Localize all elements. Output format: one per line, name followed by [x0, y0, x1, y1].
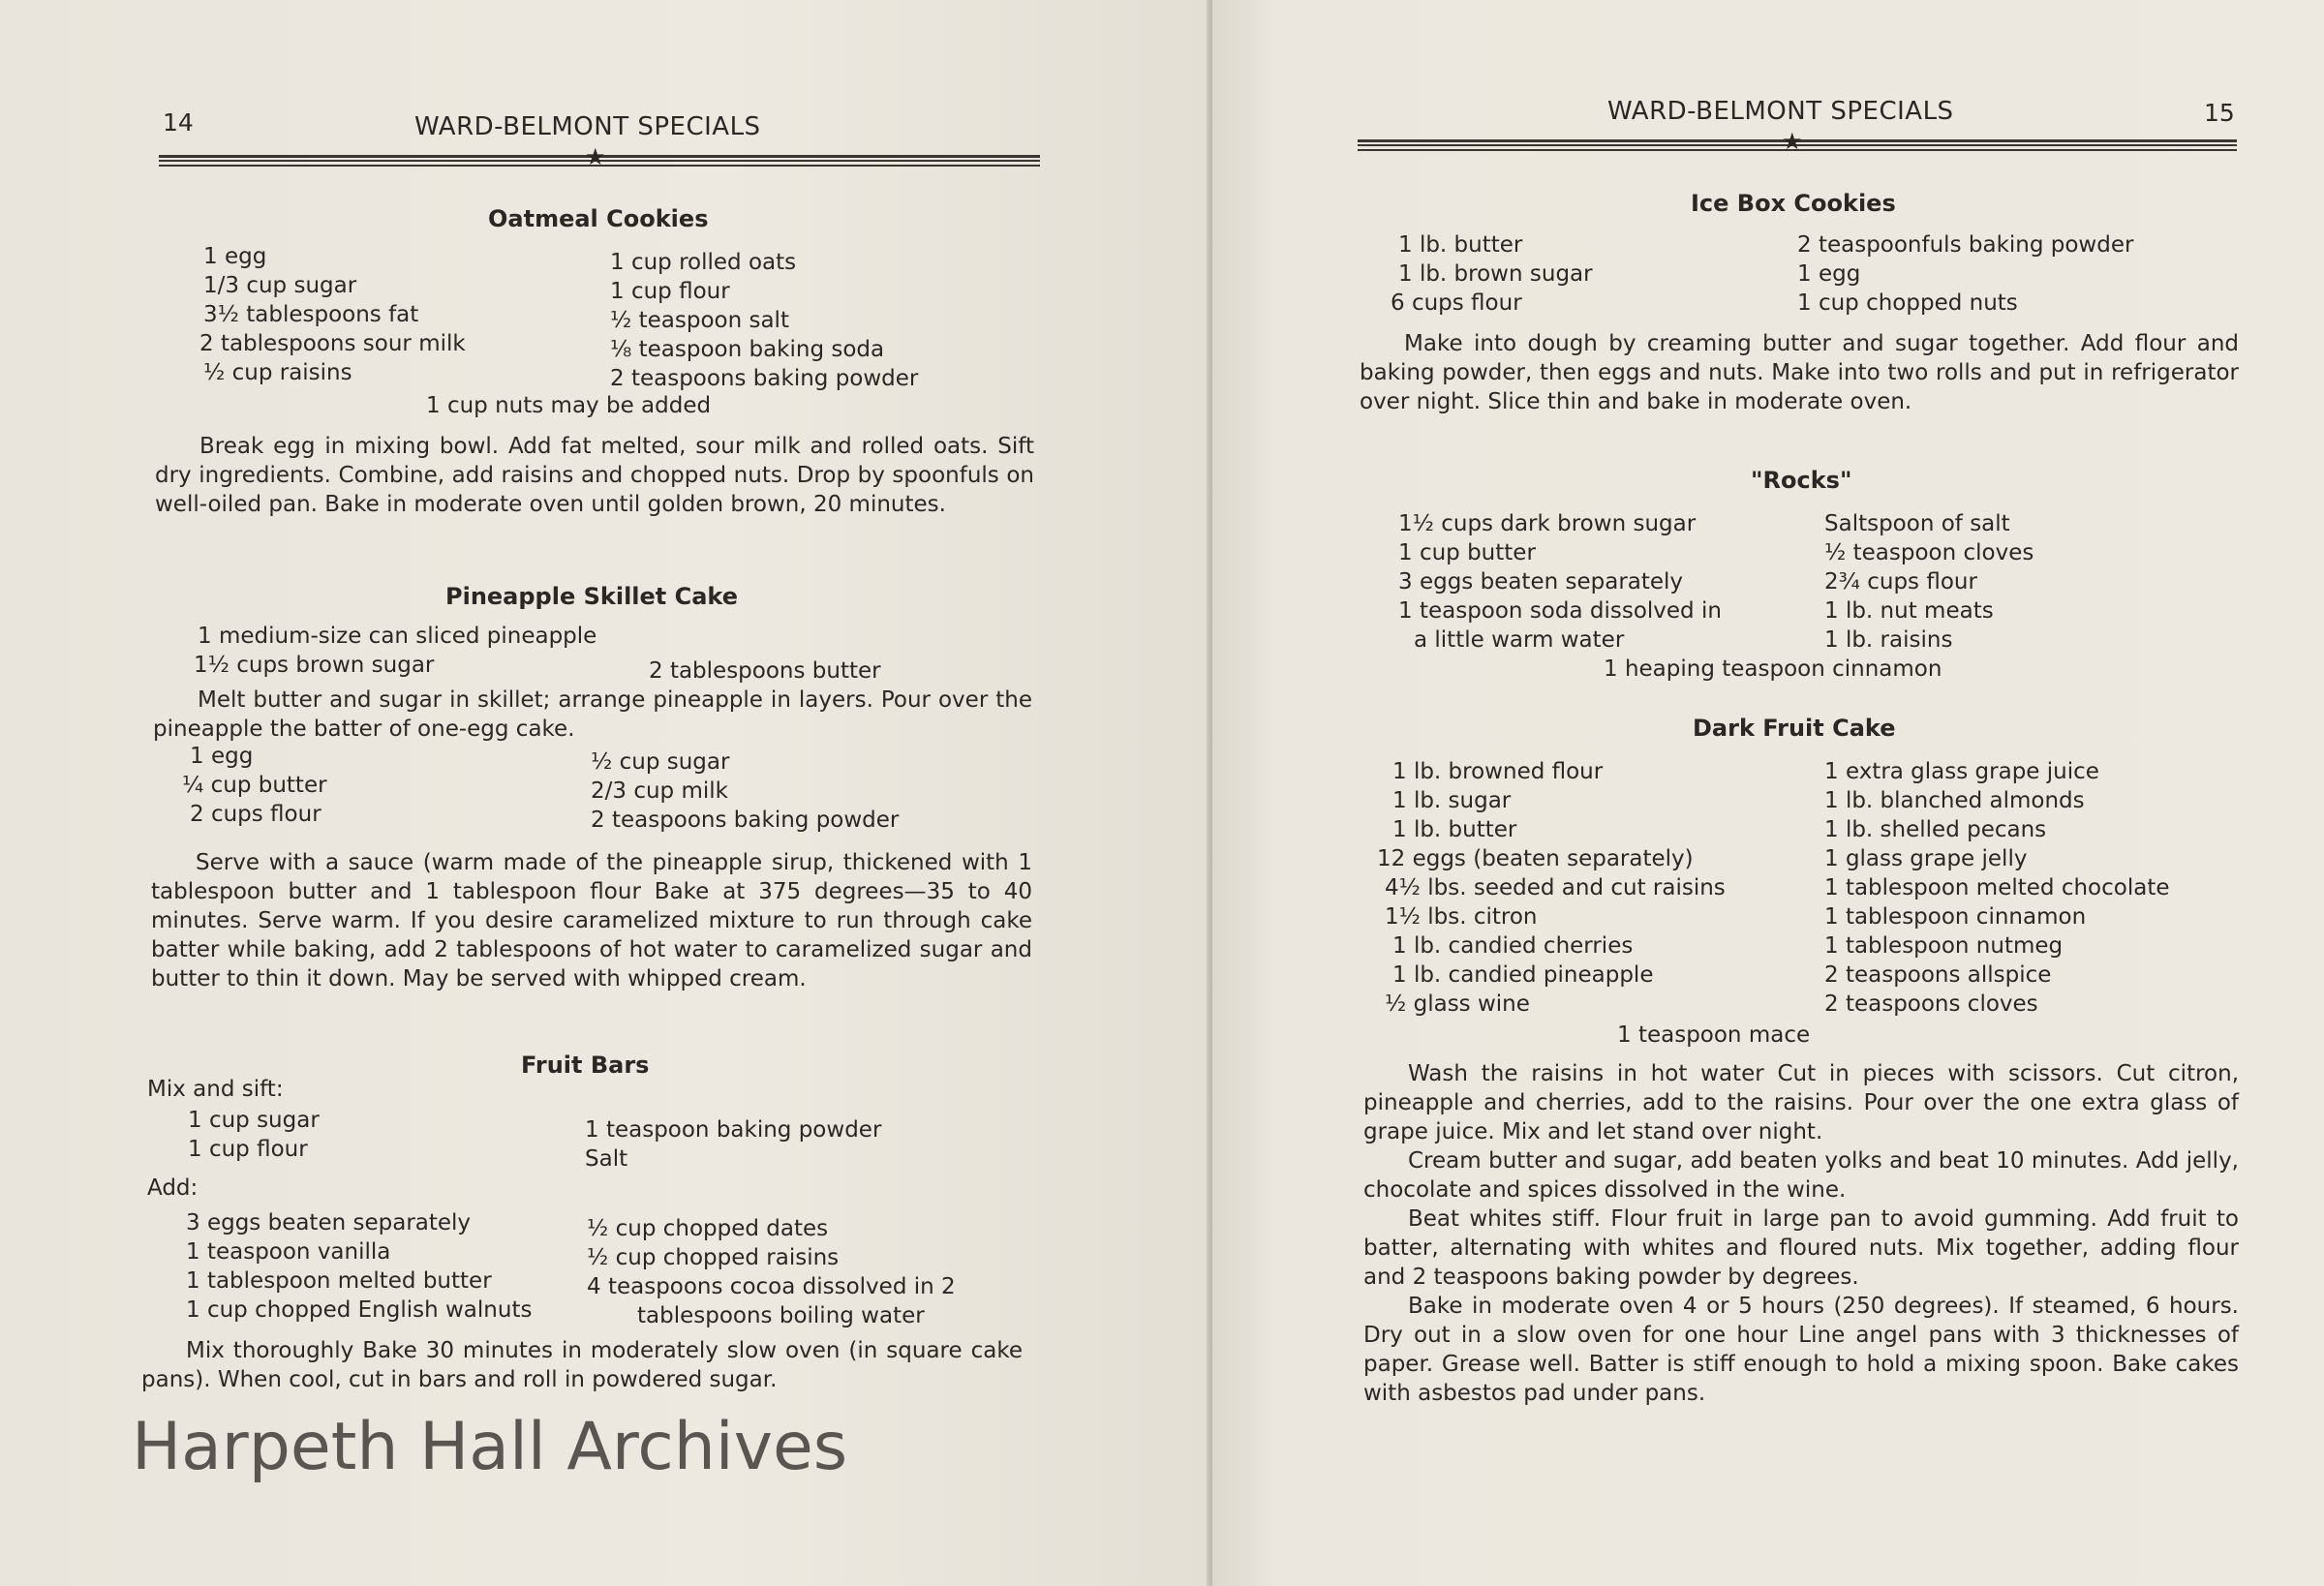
pineapple-line1: 1 medium-size can sliced pineapple: [198, 624, 597, 649]
ingredient: 2 teaspoons baking powder: [610, 366, 919, 391]
ingredient: 2 teaspoons cloves: [1824, 991, 2038, 1017]
ingredient: 2 tablespoons sour milk: [199, 331, 466, 356]
ingredient: a little warm water: [1414, 627, 1625, 653]
darkfruit-col2: [1824, 757, 2170, 1019]
ingredient: Saltspoon of salt: [1824, 511, 2010, 536]
ingredient: 1 tablespoon nutmeg: [1824, 933, 2064, 959]
icebox-col2: [1797, 230, 2133, 318]
ingredient: tablespoons boiling water: [637, 1303, 925, 1328]
ingredient: 1 lb. shelled pecans: [1824, 817, 2047, 842]
header-rule: [159, 143, 1040, 170]
ingredient: 1 cup flour: [188, 1137, 308, 1162]
ingredient: 1/3 cup sugar: [203, 273, 357, 298]
ingredient: ½ teaspoon cloves: [1824, 540, 2034, 565]
ingredient: ½ cup chopped dates: [587, 1216, 829, 1241]
ingredient: 1 lb. sugar: [1392, 788, 1512, 813]
ingredient: 1 cup chopped English walnuts: [186, 1297, 533, 1323]
ingredient: 1 teaspoon soda dissolved in: [1398, 598, 1722, 624]
recipe-title-rocks: "Rocks": [1751, 467, 1852, 494]
pineapple-line2: 1½ cups brown sugar: [194, 653, 435, 678]
ingredient: 1 egg: [190, 744, 254, 769]
archive-watermark: Harpeth Hall Archives: [132, 1409, 848, 1485]
recipe-title-oatmeal: Oatmeal Cookies: [488, 205, 709, 232]
star-icon: ★: [1782, 128, 1803, 155]
rocks-note: 1 heaping teaspoon cinnamon: [1604, 656, 1942, 682]
pineapple-melt: Melt butter and sugar in skillet; arrange pineapple in layers. Pour over the pineapple the batter of one-egg cake.: [153, 687, 1032, 742]
ingredient: 1 tablespoon melted butter: [186, 1268, 492, 1294]
recipe-title-darkfruit: Dark Fruit Cake: [1693, 715, 1896, 742]
recipe-title-fruitbars: Fruit Bars: [521, 1052, 650, 1079]
ingredient: 1 cup chopped nuts: [1797, 290, 2018, 316]
page-number: 15: [2204, 99, 2235, 127]
ingredient: ½ cup raisins: [203, 360, 352, 385]
ingredient: ½ cup sugar: [591, 749, 730, 775]
ingredient: 1½ cups dark brown sugar: [1398, 511, 1697, 536]
recipe-title-icebox: Ice Box Cookies: [1691, 190, 1896, 217]
star-icon: ★: [585, 143, 606, 170]
ingredient: 4 teaspoons cocoa dissolved in 2: [587, 1274, 956, 1299]
pineapple-directions: Serve with a sauce (warm made of the pineapple sirup, thickened with 1 tablespoon butter and 1 tablespoon flour Bake at 375 degrees—35 to 40 minutes. Serve warm. If you desire caramelized mixture to run through cake batter while baking, add 2 tablespoons of hot water to caramelized sugar and butter to thin it down. May be served with whipped cream.: [151, 850, 1032, 991]
ingredient: 3½ tablespoons fat: [203, 302, 419, 327]
pineapple-line2b: 2 tablespoons butter: [649, 658, 881, 684]
oatmeal-ingredients-col1: [199, 242, 466, 387]
ingredient: ½ cup chopped raisins: [587, 1245, 840, 1270]
ingredient: 1 teaspoon baking powder: [585, 1117, 882, 1143]
ingredient: 1 egg: [203, 244, 267, 269]
oatmeal-ingredients-col2: [610, 248, 918, 393]
pineapple-batter-col1: [182, 742, 327, 829]
page-number: 14: [163, 108, 194, 137]
ingredient: 2¾ cups flour: [1824, 569, 1977, 595]
ingredient: ½ glass wine: [1385, 991, 1530, 1017]
header-rule: [1358, 128, 2237, 155]
fruitbars-add-label: Add:: [147, 1175, 199, 1201]
ingredient: 4½ lbs. seeded and cut raisins: [1385, 875, 1726, 900]
ingredient: 1 cup rolled oats: [610, 250, 797, 275]
ingredient: 1 cup butter: [1398, 540, 1536, 565]
ingredient: 1 lb. butter: [1392, 817, 1517, 842]
ingredient: 2 cups flour: [190, 802, 321, 827]
fruitbars-add-col2: [587, 1214, 956, 1330]
ingredient: 6 cups flour: [1391, 290, 1522, 316]
ingredient: 1 glass grape jelly: [1824, 846, 2028, 871]
icebox-col1: [1391, 230, 1593, 318]
ingredient: 1 lb. raisins: [1824, 627, 1953, 653]
ingredient: 1 lb. brown sugar: [1398, 261, 1593, 287]
fruitbars-mix-col2: [585, 1115, 881, 1174]
ingredient: 2 teaspoons allspice: [1824, 962, 2052, 988]
rocks-col2: [1824, 509, 2034, 655]
fruitbars-mix-label: Mix and sift:: [147, 1077, 284, 1102]
ingredient: 1 tablespoon melted chocolate: [1824, 875, 2170, 900]
ingredient: 1 cup sugar: [188, 1108, 320, 1133]
ingredient: 1½ lbs. citron: [1385, 904, 1538, 930]
ingredient: 2 teaspoons baking powder: [591, 808, 900, 833]
right-page: [1212, 0, 2324, 1586]
ingredient: 2/3 cup milk: [591, 778, 728, 804]
ingredient: 1 extra glass grape juice: [1824, 759, 2099, 784]
darkfruit-directions-2: Cream butter and sugar, add beaten yolks and beat 10 minutes. Add jelly, chocolate and spices dissolved in the wine.: [1363, 1148, 2239, 1203]
oatmeal-note: 1 cup nuts may be added: [426, 393, 712, 418]
fruitbars-add-col1: [186, 1208, 532, 1325]
ingredient: 2 teaspoonfuls baking powder: [1797, 232, 2134, 258]
running-head: WARD-BELMONT SPECIALS: [1607, 97, 1954, 126]
ingredient: ¼ cup butter: [182, 773, 327, 798]
ingredient: Salt: [585, 1146, 628, 1172]
ingredient: 1 lb. blanched almonds: [1824, 788, 2085, 813]
darkfruit-directions-3: Beat whites stiff. Flour fruit in large pan to avoid gumming. Add fruit to batter, alternating with whites and floured nuts. Mix together, adding flour and 2 teaspoons baking powder by degrees.: [1363, 1206, 2239, 1290]
ingredient: 3 eggs beaten separately: [1398, 569, 1684, 595]
ingredient: 12 eggs (beaten separately): [1377, 846, 1694, 871]
ingredient: 1 tablespoon cinnamon: [1824, 904, 2087, 930]
ingredient: 1 lb. candied cherries: [1392, 933, 1634, 959]
pineapple-batter-col2: [591, 747, 899, 835]
fruitbars-mix-col1: [188, 1106, 320, 1164]
ingredient: 3 eggs beaten separately: [186, 1210, 472, 1235]
icebox-directions: Make into dough by creaming butter and sugar together. Add flour and baking powder, then eggs and nuts. Make into two rolls and put in refrigerator over night. Slice thin and bake in moderate oven.: [1360, 331, 2239, 414]
darkfruit-col1: [1377, 757, 1726, 1019]
ingredient: ⅛ teaspoon baking soda: [610, 337, 885, 362]
darkfruit-directions-4: Bake in moderate oven 4 or 5 hours (250 degrees). If steamed, 6 hours. Dry out in a slow oven for one hour Line angel pans with 3 thicknesses of paper. Grease well. Batter is stiff enough to hold a mixing spoon. Bake cakes with asbestos pad under pans.: [1363, 1294, 2239, 1406]
running-head: WARD-BELMONT SPECIALS: [414, 112, 761, 141]
darkfruit-directions-1: Wash the raisins in hot water Cut in pieces with scissors. Cut citron, pineapple and cherries, add to the raisins. Pour over the one extra glass of grape juice. Mix and let stand over night.: [1363, 1061, 2239, 1144]
ingredient: 1 lb. nut meats: [1824, 598, 1994, 624]
ingredient: 1 lb. candied pineapple: [1392, 962, 1654, 988]
ingredient: 1 lb. browned flour: [1392, 759, 1604, 784]
ingredient: 1 lb. butter: [1398, 232, 1523, 258]
ingredient: 1 egg: [1797, 261, 1861, 287]
oatmeal-directions: Break egg in mixing bowl. Add fat melted, sour milk and rolled oats. Sift dry ingredients. Combine, add raisins and chopped nuts. Drop by spoonfuls on well-oiled pan. Bake in moderate oven until golden brown, 20 minutes.: [155, 434, 1034, 517]
fruitbars-directions: Mix thoroughly Bake 30 minutes in moderately slow oven (in square cake pans). When cool, cut in bars and roll in powdered sugar.: [141, 1338, 1023, 1392]
ingredient: 1 teaspoon vanilla: [186, 1239, 391, 1265]
ingredient: 1 cup flour: [610, 279, 730, 304]
rocks-col1: [1398, 509, 1722, 655]
darkfruit-note: 1 teaspoon mace: [1617, 1022, 1811, 1048]
ingredient: ½ teaspoon salt: [610, 308, 789, 333]
recipe-title-pineapple: Pineapple Skillet Cake: [445, 583, 739, 610]
